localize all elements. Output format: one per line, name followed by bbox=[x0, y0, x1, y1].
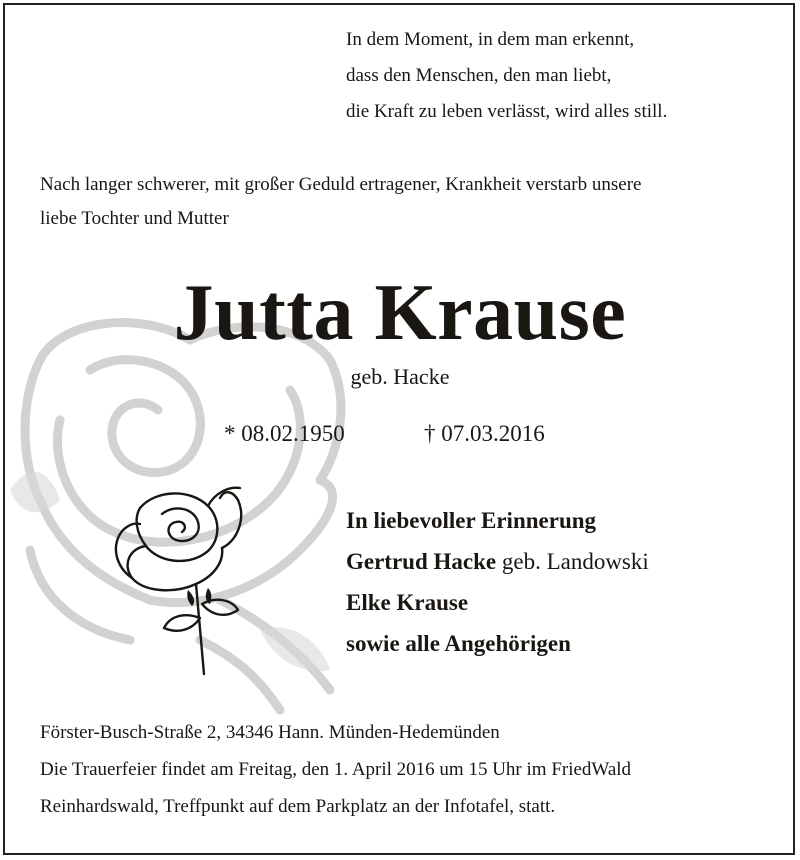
mourner-name: Gertrud Hacke bbox=[346, 549, 497, 574]
motto-line: In dem Moment, in dem man erkennt, bbox=[346, 29, 635, 50]
intro-text bbox=[40, 168, 641, 236]
motto-line: die Kraft zu leben verlässt, wird alles still. bbox=[346, 101, 668, 122]
ceremony-line: Reinhardswald, Treffpunkt auf dem Parkplatz an der Infotafel, statt. bbox=[40, 796, 556, 817]
mourner-maiden-name: geb. Landowski bbox=[496, 549, 649, 574]
footer-info bbox=[40, 714, 631, 825]
intro-line: liebe Tochter und Mutter bbox=[40, 208, 229, 229]
intro-line: Nach langer schwerer, mit großer Geduld ertragener, Krankheit verstarb unsere bbox=[40, 174, 642, 195]
mourner-elke: Elke Krause bbox=[346, 590, 469, 615]
rose-icon bbox=[100, 478, 260, 678]
mourner-gertrud bbox=[346, 541, 649, 582]
address-line: Förster-Busch-Straße 2, 34346 Hann. Münden-Hedemünden bbox=[40, 722, 500, 743]
death-date: † 07.03.2016 bbox=[424, 421, 545, 446]
birth-date: * 08.02.1950 bbox=[224, 421, 345, 446]
deceased-name: Jutta Krause bbox=[173, 269, 627, 357]
maiden-name: geb. Hacke bbox=[350, 364, 450, 389]
mourners-block bbox=[346, 500, 649, 664]
mourner-relatives: sowie alle Angehörigen bbox=[346, 631, 571, 656]
ceremony-line: Die Trauerfeier findet am Freitag, den 1. April 2016 um 15 Uhr im FriedWald bbox=[40, 759, 632, 780]
motto-quote bbox=[346, 22, 667, 130]
remembrance-line: In liebevoller Erinnerung bbox=[346, 508, 597, 533]
motto-line: dass den Menschen, den man liebt, bbox=[346, 65, 612, 86]
